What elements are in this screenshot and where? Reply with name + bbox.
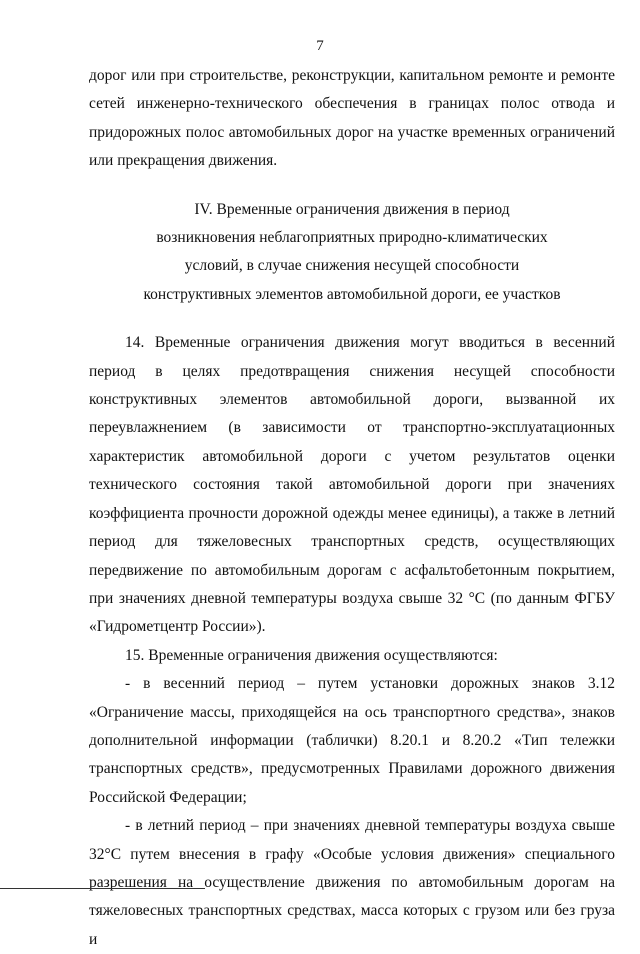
intro-paragraph: дорог или при строительстве, реконструкции, капитальном ремонте и ремонте сетей инженерно-технического обеспечения в границах полос отвода и придорожных полос автомобильных дорог на участке временных ограничений или прекращения движения. [89, 67, 615, 170]
section-heading [89, 196, 615, 310]
section-heading-line: условий, в случае снижения несущей способности [184, 257, 520, 275]
section-heading-line: конструктивных элементов автомобильной дороги, ее участков [143, 285, 561, 303]
paragraph-14: 14. Временные ограничения движения могут вводиться в весенний период в целях предотвращения снижения несущей способности конструктивных элементов автомобильной дороги, вызванной их переувлажнением (в зависимости от транспортно-эксплуатационных характеристик автомобильной дороги с учетом результатов оценки технического состояния такой автомобильной дороги при значениях коэффициента прочности дорожной одежды менее единицы), а также в летний период для тяжеловесных транспортных средств, осуществляющих передвижение по автомобильным дорогам с асфальтобетонным покрытием, при значениях дневной температуры воздуха свыше 32 °С (по данным ФГБУ «Гидрометцентр России»). [89, 334, 615, 636]
section-heading-line: IV. Временные ограничения движения в период [194, 200, 510, 218]
paragraph-15-spring: - в весенний период – путем установки дорожных знаков 3.12 «Ограничение массы, приходящейся на ось транспортного средства», знаков дополнительной информации (таблички) 8.20.1 и 8.20.2 «Тип тележки транспортных средств», предусмотренных Правилами дорожного движения Российской Федерации; [89, 675, 615, 806]
section-heading-line: возникновения неблагоприятных природно-климатических [156, 229, 548, 247]
paragraph-15-summer: - в летний период – при значениях дневной температуры воздуха свыше 32°С путем внесения в графу «Особые условия движения» специального разрешения на осуществление движения по автомобильным дорогам на тяжеловесных транспортных средствах, масса которых с грузом или без груза и [89, 817, 615, 948]
paragraph-15: 15. Временные ограничения движения осуществляются: [125, 646, 498, 664]
document-body [89, 62, 615, 954]
footer-divider [0, 888, 205, 889]
page-number: 7 [316, 38, 324, 54]
